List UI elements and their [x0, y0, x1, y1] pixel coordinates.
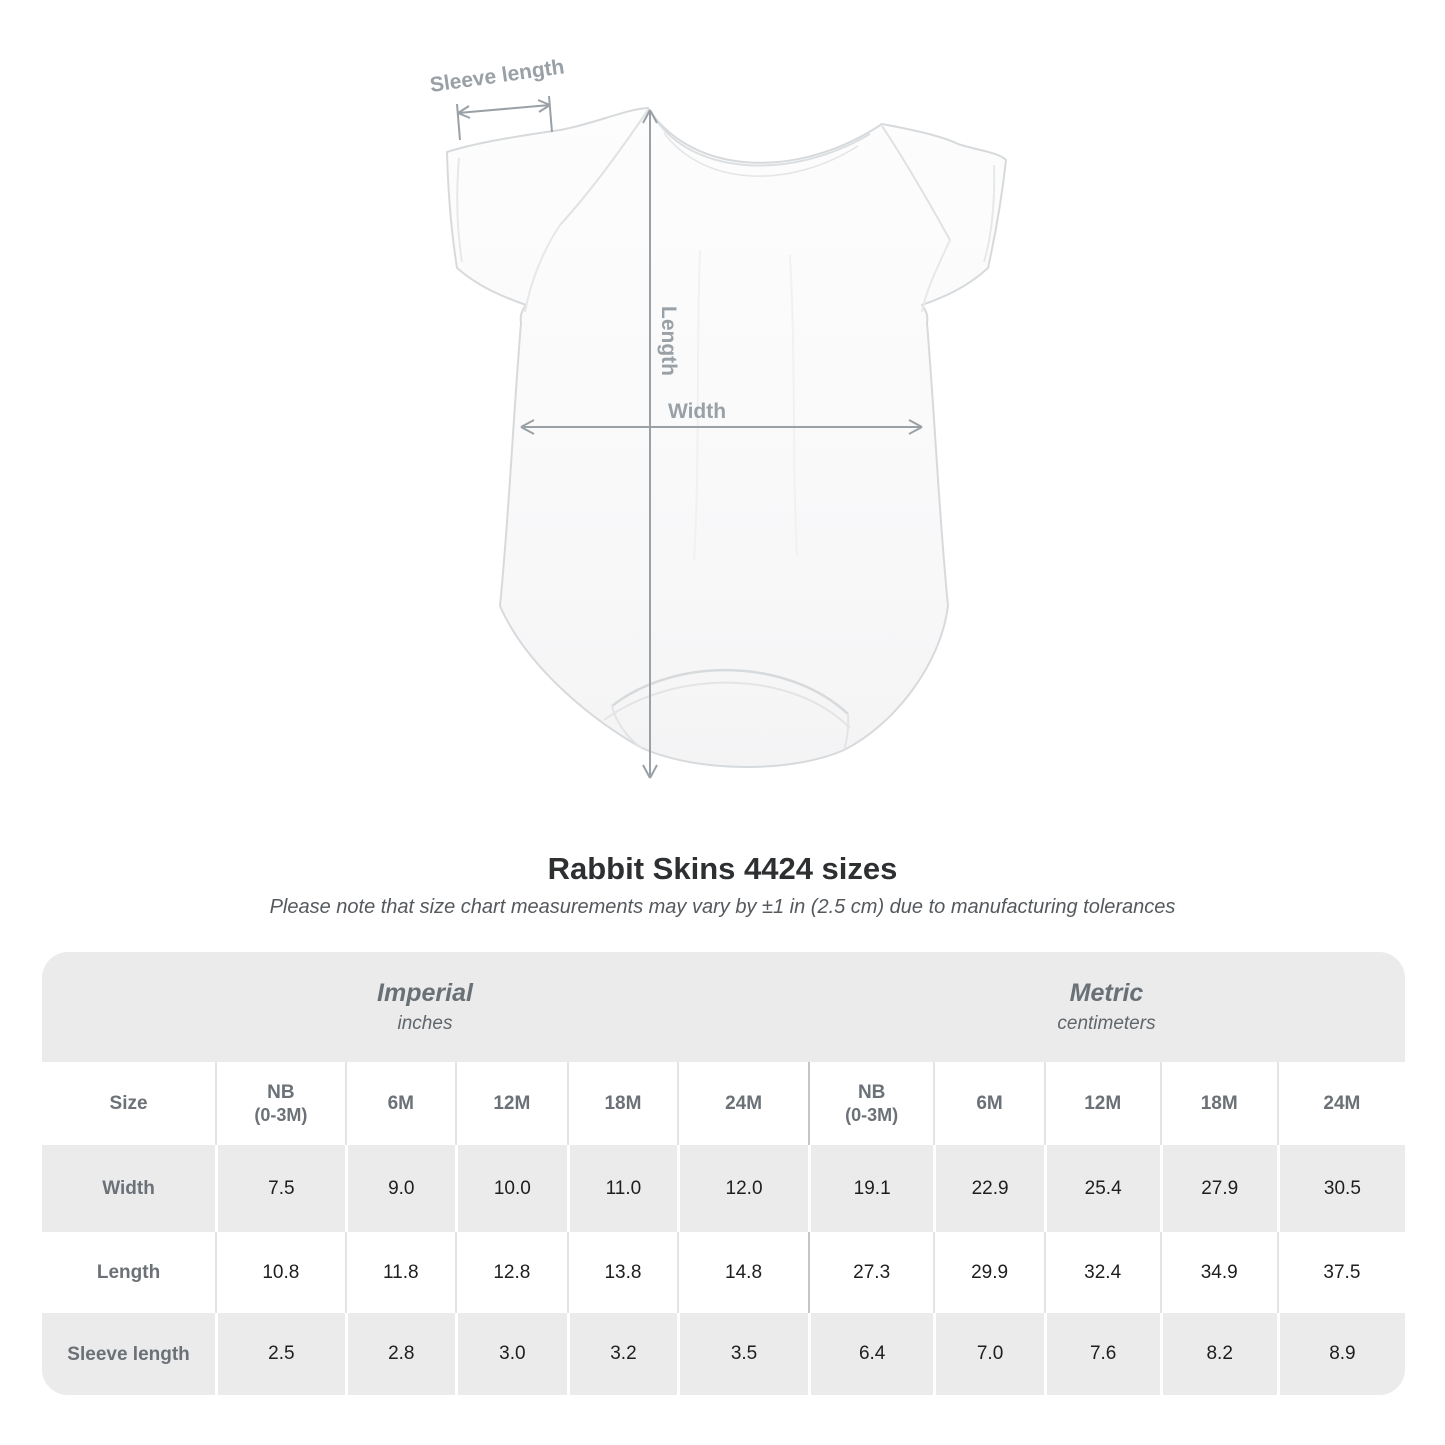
value-cell: 10.0	[455, 1145, 567, 1232]
size-table-wrap	[42, 952, 1405, 1395]
row-label-width: Width	[102, 1178, 155, 1199]
column-label: 12M	[1084, 1093, 1122, 1114]
value-cell: 7.0	[933, 1313, 1043, 1395]
column-header-24m-metric	[1277, 1062, 1405, 1145]
column-header-6m-imperial	[345, 1062, 455, 1145]
column-header-6m-metric	[933, 1062, 1043, 1145]
column-header-18m-imperial	[567, 1062, 677, 1145]
column-header-nb-imperial	[215, 1062, 344, 1145]
tolerance-note: Please note that size chart measurements may vary by ±1 in (2.5 cm) due to manufacturing tolerances	[269, 896, 1176, 918]
value-cell: 8.9	[1277, 1313, 1405, 1395]
section-imperial-label: Imperial	[377, 979, 473, 1007]
value-cell: 37.5	[1277, 1232, 1405, 1313]
onesie-body	[447, 108, 1006, 767]
value-cell: 2.8	[345, 1313, 455, 1395]
column-label: 18M	[604, 1093, 642, 1114]
value-cell: 34.9	[1160, 1232, 1277, 1313]
column-header-24m-imperial	[677, 1062, 808, 1145]
section-imperial-unit: inches	[397, 1013, 453, 1034]
column-sublabel: (0-3M)	[845, 1105, 899, 1125]
column-header-18m-metric	[1160, 1062, 1277, 1145]
column-label: NB	[857, 1082, 886, 1103]
column-header-12m-imperial	[455, 1062, 567, 1145]
column-label: NB	[267, 1082, 295, 1103]
row-label-sleeve-length: Sleeve length	[67, 1343, 190, 1365]
column-header-size	[42, 1062, 215, 1145]
size-table	[42, 952, 1405, 1395]
value-cell: 27.9	[1160, 1145, 1277, 1232]
length-label: Length	[657, 306, 680, 376]
value-cell: 2.5	[215, 1313, 344, 1395]
value-cell: 25.4	[1044, 1145, 1160, 1232]
width-label: Width	[667, 400, 727, 423]
column-label: 24M	[725, 1093, 763, 1114]
size-corner-label: Size	[109, 1093, 148, 1114]
section-metric	[808, 952, 1405, 1062]
value-cell: 19.1	[808, 1145, 933, 1232]
value-cell: 3.0	[455, 1313, 567, 1395]
value-cell: 7.6	[1044, 1313, 1160, 1395]
table-row-sleeve-length	[42, 1313, 1405, 1395]
value-cell: 6.4	[808, 1313, 933, 1395]
value-cell: 12.8	[455, 1232, 567, 1313]
section-metric-label: Metric	[1069, 979, 1144, 1007]
column-label: 6M	[387, 1093, 414, 1114]
value-cell: 7.5	[215, 1145, 344, 1232]
column-header-row	[42, 1062, 1405, 1145]
row-label-length: Length	[96, 1262, 161, 1283]
value-cell: 3.2	[567, 1313, 677, 1395]
value-cell: 11.8	[345, 1232, 455, 1313]
value-cell: 14.8	[677, 1232, 808, 1313]
value-cell: 30.5	[1277, 1145, 1405, 1232]
value-cell: 29.9	[933, 1232, 1043, 1313]
table-row-width	[42, 1145, 1405, 1232]
value-cell: 11.0	[567, 1145, 677, 1232]
column-label: 12M	[493, 1093, 531, 1114]
unit-section-row	[42, 952, 1405, 1062]
column-label: 24M	[1323, 1093, 1361, 1114]
value-cell: 12.0	[677, 1145, 808, 1232]
value-cell: 3.5	[677, 1313, 808, 1395]
column-header-nb-metric	[808, 1062, 933, 1145]
value-cell: 13.8	[567, 1232, 677, 1313]
column-sublabel: (0-3M)	[254, 1105, 308, 1125]
column-label: 18M	[1200, 1093, 1238, 1114]
section-imperial	[42, 952, 808, 1062]
page-title: Rabbit Skins 4424 sizes	[547, 851, 898, 886]
sleeve-length-label: Sleeve length	[428, 55, 566, 97]
table-row-length	[42, 1232, 1405, 1313]
column-label: 6M	[976, 1093, 1003, 1114]
column-header-12m-metric	[1044, 1062, 1160, 1145]
value-cell: 27.3	[808, 1232, 933, 1313]
section-metric-unit: centimeters	[1057, 1013, 1156, 1034]
value-cell: 10.8	[215, 1232, 344, 1313]
value-cell: 22.9	[933, 1145, 1043, 1232]
value-cell: 32.4	[1044, 1232, 1160, 1313]
value-cell: 9.0	[345, 1145, 455, 1232]
value-cell: 8.2	[1160, 1313, 1277, 1395]
